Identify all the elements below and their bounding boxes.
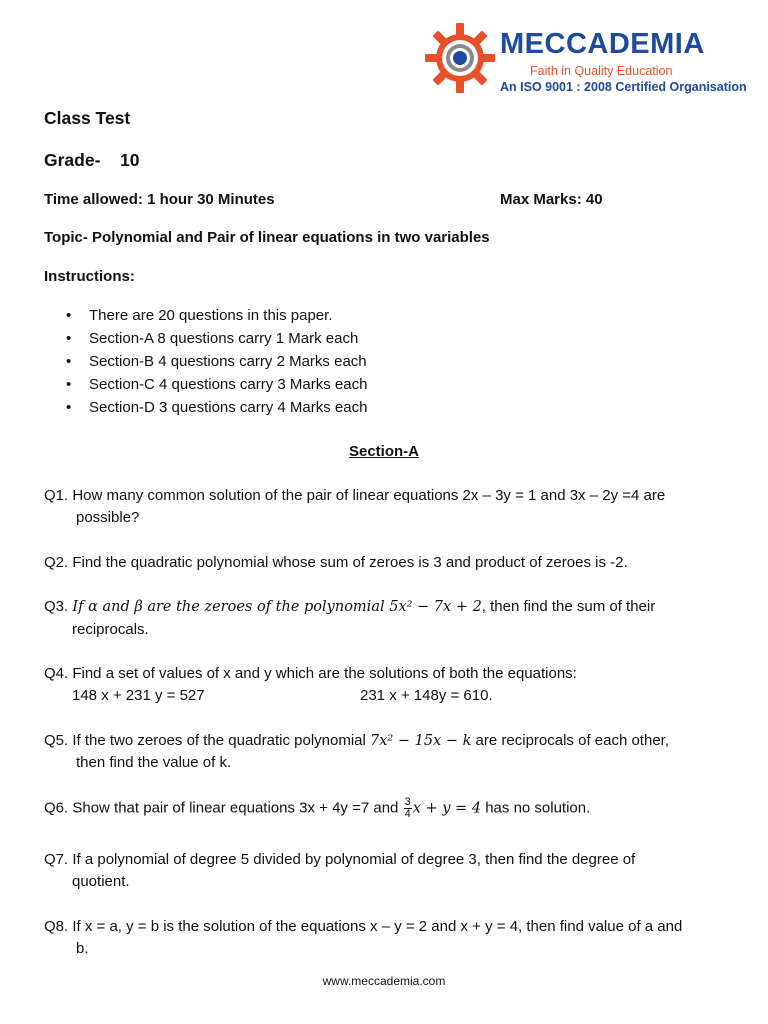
instruction-item: • There are 20 questions in this paper. — [66, 307, 333, 324]
q8-line2: b. — [76, 940, 89, 957]
q7-line1: Q7. If a polynomial of degree 5 divided by polynomial of degree 3, then find the degree of — [44, 851, 636, 868]
q4-equation-2: 231 x + 148y = 610. — [360, 687, 493, 704]
q7-line2: quotient. — [72, 873, 130, 890]
gear-logo-icon — [424, 22, 496, 94]
brand-name: MECCADEMIA — [500, 28, 705, 60]
q4-line1: Q4. Find a set of values of x and y which are the solutions of both the equations: — [44, 665, 577, 682]
instruction-item: • Section-C 4 questions carry 3 Marks each — [66, 376, 367, 393]
q5-line2: then find the value of k. — [76, 754, 232, 771]
grade-value: 10 — [120, 150, 140, 170]
footer-url: www.meccademia.com — [322, 974, 446, 988]
q3-line1: Q3. If α and β are the zeroes of the polynomial 5x² − 7x + 2, then find the sum of their — [44, 598, 656, 615]
max-marks: Max Marks: 40 — [500, 191, 603, 208]
instruction-item: • Section-D 3 questions carry 4 Marks each — [66, 399, 367, 416]
brand-tagline: Faith in Quality Education — [530, 64, 673, 78]
q1-line1: Q1. How many common solution of the pair of linear equations 2x – 3y = 1 and 3x – 2y =4 are — [44, 487, 666, 504]
instruction-item: • Section-A 8 questions carry 1 Mark each — [66, 330, 358, 347]
instruction-item: • Section-B 4 questions carry 2 Marks each — [66, 353, 367, 370]
q5-line1: Q5. If the two zeroes of the quadratic polynomial 7x² − 15x − k are reciprocals of each other, — [44, 732, 669, 749]
brand-certification: An ISO 9001 : 2008 Certified Organisation — [500, 80, 747, 94]
test-title: Class Test — [44, 108, 131, 128]
time-allowed: Time allowed: 1 hour 30 Minutes — [44, 191, 275, 208]
grade-label: Grade- — [44, 150, 101, 170]
section-a-heading: Section-A — [348, 443, 419, 460]
q4-equation-1: 148 x + 231 y = 527 — [72, 687, 205, 704]
q5-math: 7x² − 15x − k — [370, 733, 472, 749]
q3-math: If α and β are the zeroes of the polynomial 5x² − 7x + 2 — [72, 599, 482, 615]
q1-line2: possible? — [76, 509, 140, 526]
topic: Topic- Polynomial and Pair of linear equations in two variables — [44, 229, 490, 246]
instructions-heading: Instructions: — [44, 268, 135, 285]
q6-fraction: $\frac{3}{4}$ — [404, 796, 411, 820]
q6-math: x + y = 4 — [412, 800, 482, 817]
q6-line1: Q6. Show that pair of linear equations 3x + 4y =7 and $\frac{3}{4}$ x + y = 4 has no solution. — [44, 796, 591, 820]
q3-line2: reciprocals. — [72, 621, 149, 638]
q2-line1: Q2. Find the quadratic polynomial whose sum of zeroes is 3 and product of zeroes is -2. — [44, 554, 628, 571]
q8-line1: Q8. If x = a, y = b is the solution of the equations x – y = 2 and x + y = 4, then find value of a and — [44, 918, 683, 935]
meccademia-logo — [424, 22, 747, 100]
